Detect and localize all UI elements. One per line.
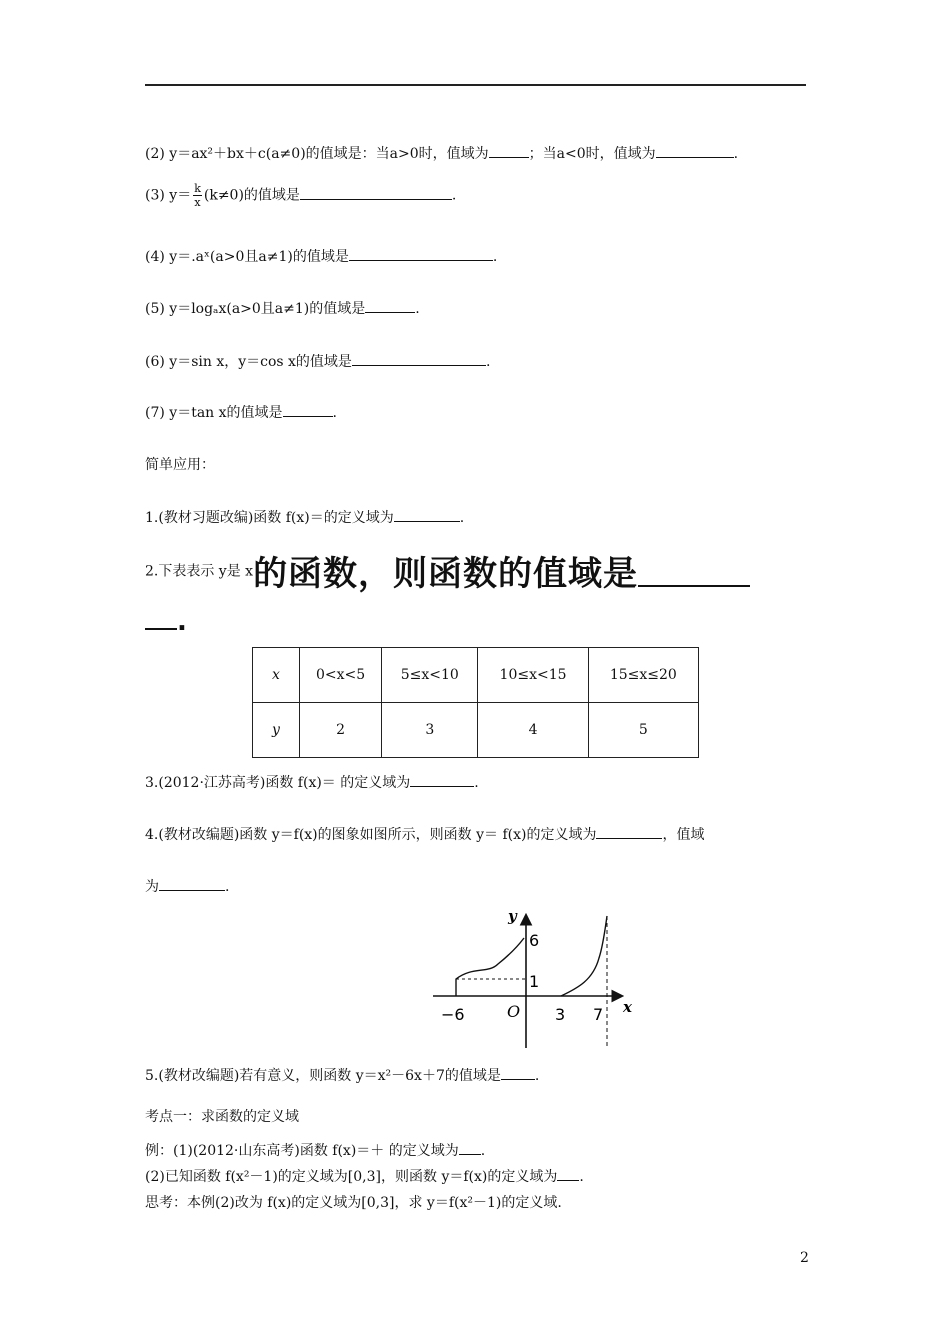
- question-2-text: 2.下表表示 y是 x: [145, 563, 254, 580]
- line-5-text: (5) y＝logₐx(a>0且a≠1)的值域是: [145, 301, 366, 317]
- function-graph: [433, 908, 633, 1050]
- example-2-text: (2)已知函数 f(x²－1)的定义域为[0,3]，则函数 y＝f(x)的定义域为: [145, 1169, 558, 1185]
- example-1-text: 例：(1)(2012·山东高考)函数 f(x)＝＋ 的定义域为: [145, 1143, 459, 1159]
- period: .: [225, 879, 230, 895]
- answer-blank[interactable]: [596, 826, 662, 839]
- answer-blank[interactable]: [656, 145, 734, 158]
- table-cell: 0<x<5: [300, 648, 382, 703]
- answer-blank[interactable]: [394, 509, 460, 522]
- line-3-text-b: (k≠0)的值域是: [203, 187, 300, 204]
- line-6: [145, 351, 490, 371]
- line-4: [145, 246, 497, 266]
- table-row: [253, 648, 699, 703]
- line-2: [145, 143, 738, 163]
- question-4-text: 4.(教材改编题)函数 y＝f(x)的图象如图所示，则函数 y＝ f(x)的定义域为: [145, 827, 597, 843]
- period: .: [733, 146, 739, 162]
- fraction-denominator: x: [194, 196, 201, 209]
- question-5-text: 5.(教材改编题)若有意义，则函数 y＝x²－6x＋7的值域是: [145, 1068, 501, 1084]
- question-2-continuation: [145, 604, 188, 637]
- header-rule: [145, 84, 806, 86]
- think-question: 思考：本例(2)改为 f(x)的定义域为[0,3]，求 y＝f(x²－1)的定义域.: [145, 1195, 562, 1211]
- line-7: [145, 402, 337, 422]
- line-6-text: (6) y＝sin x，y＝cos x的值域是: [145, 354, 352, 370]
- period: .: [492, 249, 498, 265]
- answer-blank[interactable]: [410, 774, 474, 787]
- question-3: [145, 772, 479, 792]
- line-4-text: (4) y＝.aˣ(a>0且a≠1)的值域是: [145, 249, 349, 265]
- value-table: [252, 647, 699, 758]
- question-2-period: .: [177, 607, 188, 637]
- table-cell: 10≤x<15: [478, 648, 588, 703]
- right-curve: [561, 916, 607, 996]
- answer-blank[interactable]: [557, 1168, 579, 1181]
- line-3: [145, 182, 456, 209]
- table-row: [253, 703, 699, 758]
- answer-blank[interactable]: [349, 248, 493, 261]
- x-tick-label: −6: [441, 1005, 465, 1024]
- x-tick-label: 3: [555, 1005, 566, 1024]
- answer-blank[interactable]: [352, 353, 486, 366]
- period: .: [415, 301, 420, 317]
- period: .: [332, 405, 337, 421]
- question-2: [145, 546, 750, 595]
- table-cell: 4: [478, 703, 588, 758]
- example-1: [145, 1140, 485, 1160]
- line-5: [145, 298, 420, 318]
- answer-blank[interactable]: [145, 604, 177, 630]
- answer-blank[interactable]: [501, 1067, 535, 1080]
- answer-blank[interactable]: [283, 404, 333, 417]
- question-2-large-text: 的函数，则函数的值域是: [253, 554, 639, 594]
- question-4-text-c: 为: [145, 879, 159, 895]
- table-cell: 5: [588, 703, 698, 758]
- question-1: [145, 507, 464, 527]
- y-tick-label: 6: [529, 931, 540, 950]
- line-7-text: (7) y＝tan x的值域是: [145, 405, 283, 421]
- period: .: [474, 775, 479, 791]
- table-cell: 5≤x<10: [382, 648, 478, 703]
- answer-blank[interactable]: [459, 1142, 481, 1155]
- period: .: [480, 1143, 486, 1159]
- question-4-text-b: ，值域: [662, 827, 705, 843]
- fraction-k-over-x: [193, 182, 202, 209]
- y-tick-label: 1: [529, 972, 540, 991]
- left-curve: [456, 938, 524, 996]
- answer-blank[interactable]: [638, 555, 750, 587]
- table-cell: 15≤x≤20: [588, 648, 698, 703]
- origin-label: O: [507, 1002, 521, 1021]
- period: .: [579, 1169, 584, 1185]
- period: .: [534, 1068, 540, 1084]
- topic-heading: 考点一：求函数的定义域: [145, 1109, 299, 1125]
- line-3-text: (3) y＝: [145, 187, 192, 204]
- line-2-text: (2) y＝ax²＋bx＋c(a≠0)的值域是：当a>0时，值域为: [145, 146, 489, 162]
- x-axis-label: x: [623, 998, 632, 1016]
- example-2: [145, 1166, 584, 1186]
- page-number: 2: [800, 1250, 809, 1266]
- y-axis-label: y: [508, 908, 517, 925]
- period: .: [485, 354, 491, 370]
- fraction-numerator: k: [194, 182, 201, 195]
- question-3-text: 3.(2012·江苏高考)函数 f(x)＝ 的定义域为: [145, 775, 411, 791]
- answer-blank[interactable]: [365, 300, 415, 313]
- period: .: [451, 187, 457, 204]
- table-cell: 2: [300, 703, 382, 758]
- question-4: [145, 824, 704, 844]
- question-4-continuation: [145, 876, 229, 896]
- table-header-y: y: [253, 703, 300, 758]
- answer-blank[interactable]: [489, 145, 529, 158]
- answer-blank[interactable]: [300, 187, 452, 200]
- question-5: [145, 1065, 539, 1085]
- section-heading: 简单应用：: [145, 457, 215, 473]
- answer-blank[interactable]: [159, 878, 225, 891]
- table-cell: 3: [382, 703, 478, 758]
- line-2-text-b: ；当a<0时，值域为: [528, 146, 656, 162]
- table-header-x: x: [253, 648, 300, 703]
- question-1-text: 1.(教材习题改编)函数 f(x)＝的定义域为: [145, 510, 394, 526]
- period: .: [459, 510, 465, 526]
- x-tick-label: 7: [593, 1005, 604, 1024]
